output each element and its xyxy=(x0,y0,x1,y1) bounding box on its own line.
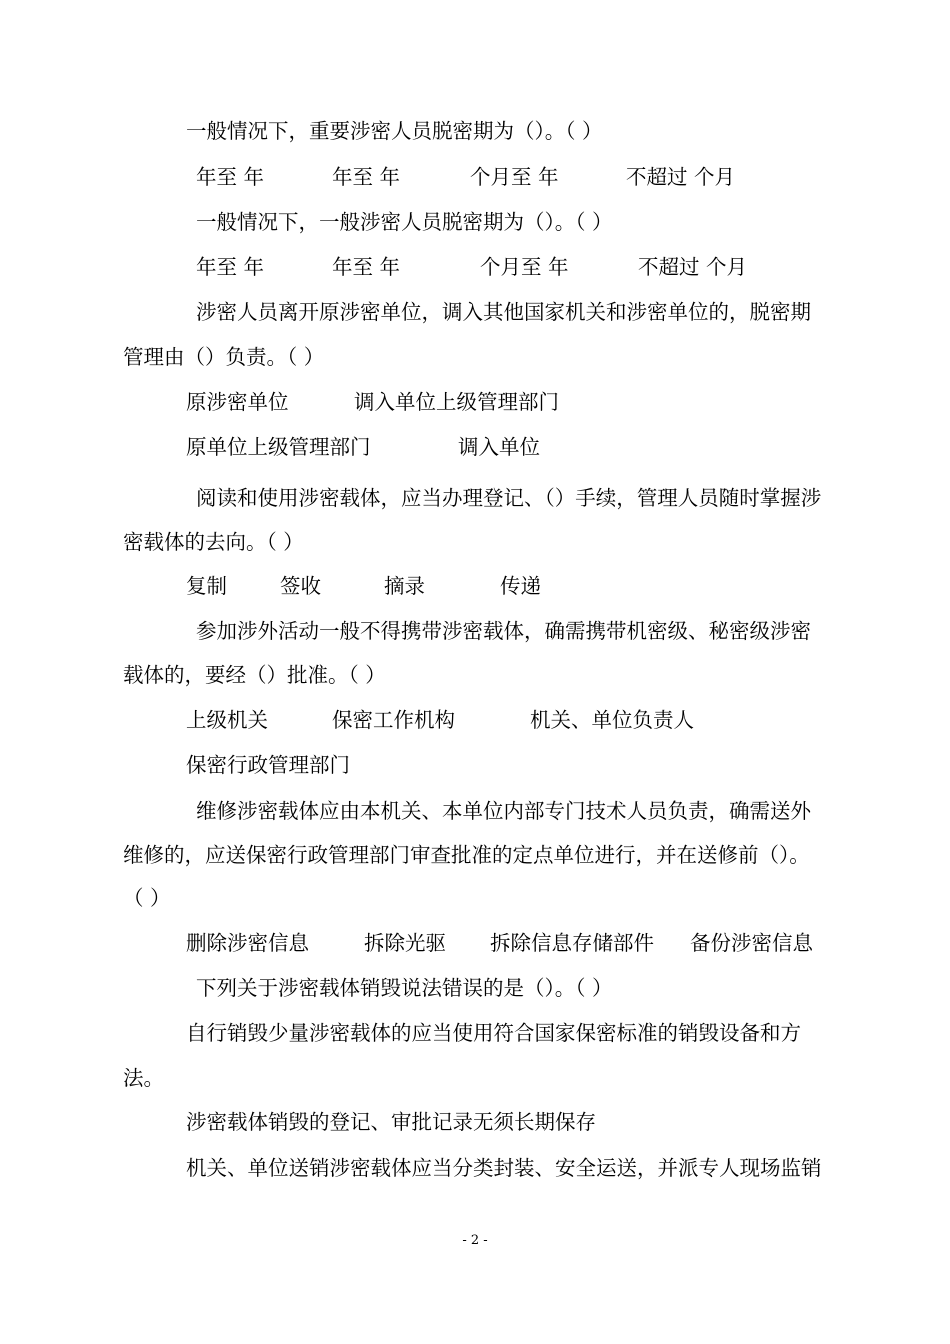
option-c: 拆除信息存储部件 xyxy=(490,931,654,955)
option-c: 原单位上级管理部门 xyxy=(186,435,371,459)
option-b: 保密工作机构 xyxy=(332,708,455,732)
question-stem: 参加涉外活动一般不得携带涉密载体，确需携带机密级、秘密级涉密 xyxy=(196,619,811,643)
option-a: 年至 年 xyxy=(196,255,265,279)
option-a: 原涉密单位 xyxy=(186,390,289,414)
option-d: 传递 xyxy=(500,574,541,598)
question-stem-continued: （ ） xyxy=(123,886,171,910)
question-stem: 涉密人员离开原涉密单位，调入其他国家机关和涉密单位的，脱密期 xyxy=(196,300,811,324)
option-c: 个月至 年 xyxy=(470,165,559,189)
question-stem-continued: 密载体的去向。（ ） xyxy=(123,530,304,554)
options-row xyxy=(0,389,950,415)
option-c: 机关、单位送销涉密载体应当分类封装、安全运送，并派专人现场监销 xyxy=(186,1156,822,1180)
option-d: 调入单位 xyxy=(458,435,540,459)
option-b: 拆除光驱 xyxy=(364,931,446,955)
options-row xyxy=(0,164,950,190)
question-stem: 维修涉密载体应由本机关、本单位内部专门技术人员负责，确需送外 xyxy=(196,799,811,823)
question-stem-continued: 载体的，要经（）批准。（ ） xyxy=(123,663,386,687)
options-row xyxy=(0,573,950,599)
option-d: 备份涉密信息 xyxy=(690,931,813,955)
question-stem: 一般情况下，重要涉密人员脱密期为（）。（ ） xyxy=(186,119,603,143)
options-row xyxy=(0,707,950,733)
option-a: 年至 年 xyxy=(196,165,265,189)
options-row xyxy=(0,930,950,956)
question-stem-continued: 维修的，应送保密行政管理部门审查批准的定点单位进行，并在送修前（）。 xyxy=(123,843,810,867)
option-d: 不超过 个月 xyxy=(626,165,736,189)
question-stem-continued: 管理由（）负责。（ ） xyxy=(123,345,325,369)
option-a-continued: 法。 xyxy=(123,1066,164,1090)
option-b: 年至 年 xyxy=(332,255,401,279)
question-stem: 下列关于涉密载体销毁说法错误的是（）。（ ） xyxy=(196,976,613,1000)
option-c: 个月至 年 xyxy=(480,255,569,279)
option-d: 保密行政管理部门 xyxy=(186,753,350,777)
question-stem: 阅读和使用涉密载体，应当办理登记、（）手续，管理人员随时掌握涉 xyxy=(196,486,822,510)
option-c: 机关、单位负责人 xyxy=(530,708,694,732)
option-a: 复制 xyxy=(186,574,227,598)
options-row xyxy=(0,254,950,280)
option-a: 自行销毁少量涉密载体的应当使用符合国家保密标准的销毁设备和方 xyxy=(186,1021,801,1045)
option-b: 涉密载体销毁的登记、审批记录无须长期保存 xyxy=(186,1110,596,1134)
option-b: 年至 年 xyxy=(332,165,401,189)
option-a: 上级机关 xyxy=(186,708,268,732)
option-c: 摘录 xyxy=(384,574,425,598)
options-row xyxy=(0,434,950,460)
page-number: - 2 - xyxy=(462,1233,488,1248)
option-b: 签收 xyxy=(280,574,321,598)
question-stem: 一般情况下，一般涉密人员脱密期为（）。（ ） xyxy=(196,210,613,234)
option-a: 删除涉密信息 xyxy=(186,931,309,955)
option-d: 不超过 个月 xyxy=(638,255,748,279)
option-b: 调入单位上级管理部门 xyxy=(354,390,559,414)
